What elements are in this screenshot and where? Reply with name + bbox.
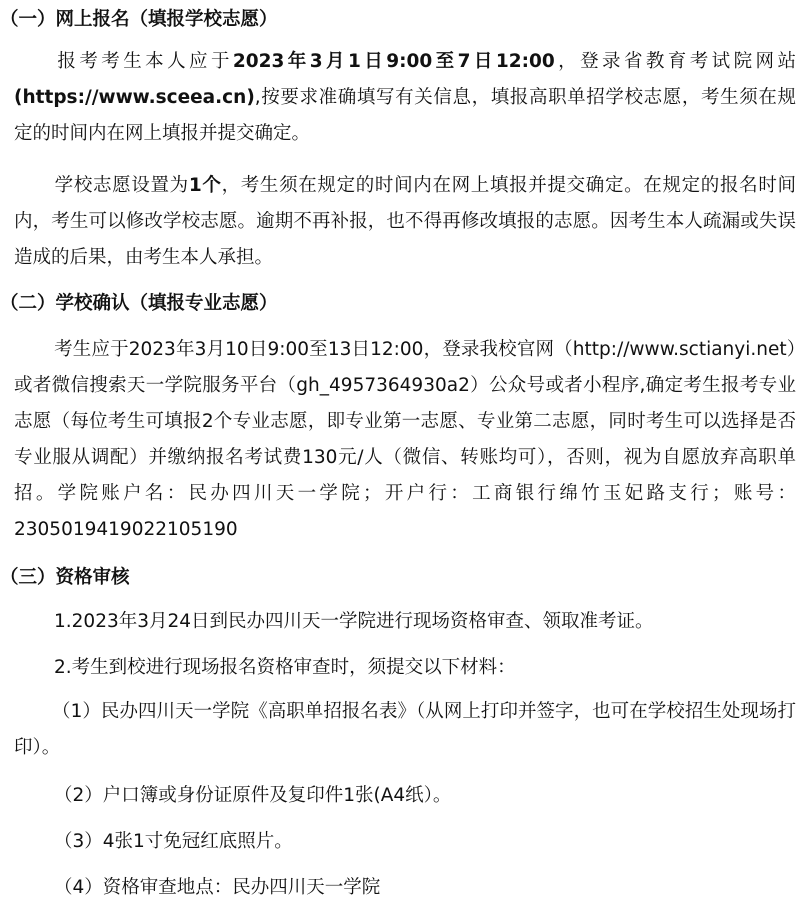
paragraph-registration-time [14,44,796,152]
text-segment: ,按要求准确填写有关信息，填报高职单招学校志愿，考生须在规定的时间内在网上填报并提交确定。 [14,87,796,144]
exam-institute-url: (https://www.sceea.cn) [14,87,255,108]
text-segment: ，考生须在规定的时间内在网上填报并提交确定。在规定的报名时间内，考生可以修改学校志愿。逾期不再补报，也不得再修改填报的志愿。因考生本人疏漏或失误造成的后果，由考生本人承担。 [14,175,796,268]
sub-list-item [54,876,380,900]
section-heading-online-registration [0,8,809,32]
paragraph-school-choice [14,168,796,276]
paragraph-major-choice [14,332,796,548]
list-item-text: 2.考生到校进行现场报名资格审查时，须提交以下材料： [54,657,516,678]
text-segment: 学校志愿设置为 [54,175,189,196]
section-heading-school-confirmation [0,292,809,316]
heading-text: （一）网上报名（填报学校志愿） [0,9,278,30]
sub-list-item [54,830,293,854]
text-segment: 报考考生本人应于 [54,51,233,72]
sub-list-item-text: （1）民办四川天一学院《高职单招报名表》（从网上打印并签字，也可在学校招生处现场打印）。 [14,701,796,758]
heading-text: （三）资格审核 [0,567,130,588]
sub-list-item [14,694,796,766]
list-item-text: 1.2023年3月24日到民办四川天一学院进行现场资格审查、领取准考证。 [54,611,654,632]
sub-list-item-text: （3）4张1寸免冠红底照片。 [54,831,293,852]
sub-list-item-text: （4）资格审查地点：民办四川天一学院 [54,877,381,898]
choice-count: 1个 [188,175,222,196]
sub-list-item [54,784,451,808]
text-segment: 考生应于2023年3月10日9:00至13日12:00，登录我校官网（http://www.sctianyi.net）或者微信搜索天一学院服务平台（gh_4957364930a2）公众号或者小程序,确定考生报考专业志愿（每位考生可填报2个专业志愿，即专业第一志愿、专业第二志愿，同时考生可以选择是否专业服从调配）并缴纳报名考试费130元/人（微信、转账均可），否则，视为自愿放弃高职单招。学院账户名：民办四川天一学院；开户行：工商银行绵竹玉妃路支行；账号：2305019419022105190 [14,339,796,540]
heading-text: （二）学校确认（填报专业志愿） [0,293,278,314]
sub-list-item-text: （2）户口簿或身份证原件及复印件1张(A4纸）。 [54,785,452,806]
registration-period: 2023年3月1日9:00至7日12:00 [232,51,555,72]
section-heading-qualification-review [0,566,809,590]
text-segment: ，登录省教育考试院网站 [554,51,796,72]
list-item [54,656,516,680]
list-item [54,610,654,634]
